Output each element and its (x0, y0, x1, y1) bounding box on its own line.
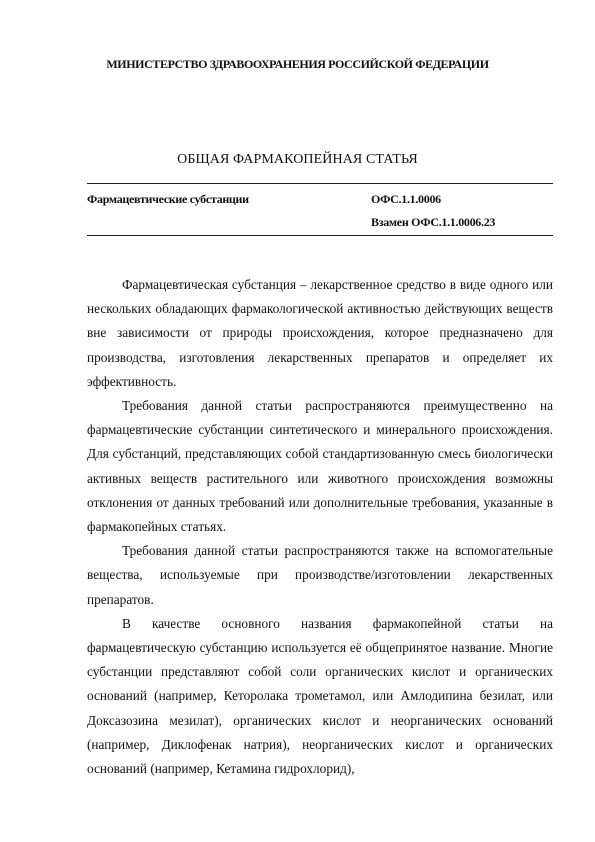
replaces-code: Взамен ОФС.1.1.0006.23 (371, 215, 496, 229)
document-title: ОБЩАЯ ФАРМАКОПЕЙНАЯ СТАТЬЯ (177, 152, 418, 167)
ministry-heading: МИНИСТЕРСТВО ЗДРАВООХРАНЕНИЯ РОССИЙСКОЙ ФЕДЕРАЦИИ (106, 57, 489, 71)
monograph-code: ОФС.1.1.0006 (371, 192, 441, 206)
body-paragraph: Фармацевтическая субстанция – лекарственное средство в виде одного или нескольких обладающих фармакологической активностью действующих веществ вне зависимости от природы происхождения, которое предназначено для производства, изготовления лекарственных препаратов и определяет их эффективность. (87, 277, 553, 389)
header-rule-top (87, 183, 553, 184)
subject-label: Фармацевтические субстанции (87, 192, 249, 206)
body-paragraph: Требования данной статьи распространяются также на вспомогательные вещества, используемые при производстве/изготовлении лекарственных препаратов. (87, 543, 553, 607)
header-rule-bottom (87, 235, 553, 236)
body-paragraph: Требования данной статьи распространяются преимущественно на фармацевтические субстанции синтетического и минерального происхождения. Для субстанций, представляющих собой стандартизованную смесь биологически активных веществ растительного или животного происхождения возможны отклонения от данных требований или дополнительные требования, указанные в фармакопейных статьях. (87, 398, 553, 535)
body-paragraph: В качестве основного названия фармакопейной статьи на фармацевтическую субстанцию используется её общепринятое название. Многие субстанции представляют собой соли органических кислот и органических оснований (например, Кеторолака трометамол, или Амлодипина безилат, или Доксазозина мезилат), органических кислот и неорганических оснований (например, Диклофенак натрия), неорганических кислот и органических оснований (например, Кетамина гидрохлорид), (87, 615, 553, 777)
document-body (87, 273, 553, 781)
